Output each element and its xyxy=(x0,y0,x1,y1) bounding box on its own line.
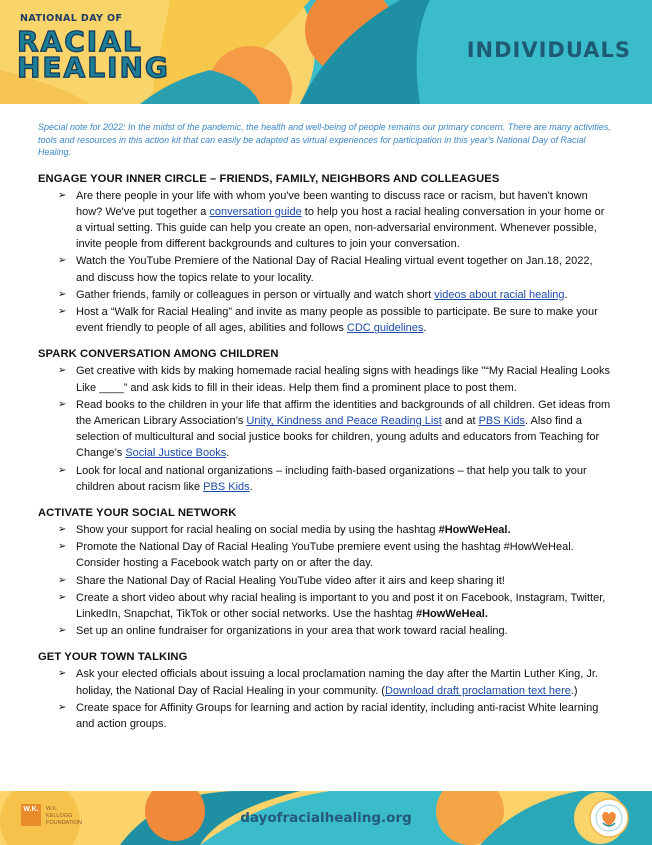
list-item: ➢ Get creative with kids by making homemade racial healing signs with headings like "“My Racial Healing Looks Like ____” and ask kids to fill in their ideas. Help them find a prominent place to post them. xyxy=(58,365,610,394)
list-item: ➢ Show your support for racial healing on social media by using the hashtag #HowWeHeal. xyxy=(38,522,613,538)
special-note: Special note for 2022: In the midst of the pandemic, the health and well-being of people remains our primary concern. There are many activities, tools and resources in this action kit that can easily be adapted as virtual experiences for participation in this year's National Day of Racial Healing. xyxy=(38,122,611,157)
list-item: ➢ Watch the YouTube Premiere of the National Day of Racial Healing virtual event together on Jan.18, 2022, and discuss how the topics relate to your locality. xyxy=(58,255,593,284)
arrow-bullet-icon: ➢ xyxy=(58,398,67,410)
arrow-bullet-icon: ➢ xyxy=(58,591,67,603)
logo-word-healing: HEALING xyxy=(17,51,170,84)
arrow-bullet-icon: ➢ xyxy=(58,574,67,586)
arrow-bullet-icon: ➢ xyxy=(58,668,67,680)
logo-tagline: NATIONAL DAY OF xyxy=(20,13,123,24)
kellogg-logo-mark: W.K. xyxy=(21,804,41,826)
list-item: ➢ Are there people in your life with whom you've been wanting to discuss race or racism, but haven't known how? We've put together a conversation guide to help you host a racial healing conversation in your home or a virtual setting. This guide can help you create an open, non-adversarial environment. Whenever possible, invite people from different backgrounds and cultures to join your conversation. xyxy=(58,189,605,251)
arrow-bullet-icon: ➢ xyxy=(58,541,67,553)
footer-url[interactable]: dayofracialhealing.org xyxy=(240,810,412,826)
arrow-bullet-icon: ➢ xyxy=(58,625,67,637)
list-item: ➢ Share the National Day of Racial Healing YouTube video after it airs and keep sharing it! xyxy=(38,573,613,589)
pbs-kids-link[interactable]: PBS Kids xyxy=(478,414,526,427)
section-list-children xyxy=(38,363,613,495)
arrow-bullet-icon: ➢ xyxy=(58,464,67,476)
list-item: ➢ Set up an online fundraiser for organizations in your area that work toward racial healing. xyxy=(38,623,613,639)
main-content xyxy=(38,121,613,744)
arrow-bullet-icon: ➢ xyxy=(58,288,67,300)
section-heading-children: SPARK CONVERSATION AMONG CHILDREN xyxy=(38,348,279,361)
arrow-bullet-icon: ➢ xyxy=(58,305,67,317)
section-list-town xyxy=(38,666,613,732)
arrow-bullet-icon: ➢ xyxy=(58,189,67,201)
pbs-kids-link-2[interactable]: PBS Kids xyxy=(203,480,250,493)
proclamation-download-link[interactable]: Download draft proclamation text here xyxy=(384,684,571,697)
ndorh-badge-icon xyxy=(588,797,630,839)
list-item: ➢ Promote the National Day of Racial Healing YouTube premiere event using the hashtag #HowWeHeal. Consider hosting a Facebook watch party on or after the day. xyxy=(58,541,574,570)
arrow-bullet-icon: ➢ xyxy=(58,365,67,377)
list-item: ➢ Create space for Affinity Groups for learning and action by racial identity, including anti-racist White learning and action groups. xyxy=(58,701,599,730)
section-list-social xyxy=(38,522,613,639)
list-item: ➢ Host a “Walk for Racial Healing” and invite as many people as possible to participate. Be sure to make your event friendly to people of all ages, abilities and follows CDC guidelines. xyxy=(58,305,598,335)
cdc-guidelines-link[interactable]: CDC guidelines xyxy=(346,322,424,335)
section-list-inner-circle xyxy=(38,188,613,337)
social-justice-books-link[interactable]: Social Justice Books xyxy=(125,447,227,460)
page-title: INDIVIDUALS xyxy=(466,38,631,62)
reading-list-link[interactable]: Unity, Kindness and Peace Reading List xyxy=(246,414,442,427)
section-heading-social: ACTIVATE YOUR SOCIAL NETWORK xyxy=(38,506,237,519)
list-item: ➢ Create a short video about why racial healing is important to you and post it on Facebook, Instagram, Twitter, LinkedIn, Snapchat, TikTok or other social networks. Use the hashtag #HowWeHeal. xyxy=(58,591,606,620)
section-heading-inner-circle: ENGAGE YOUR INNER CIRCLE – FRIENDS, FAMILY, NEIGHBORS AND COLLEAGUES xyxy=(38,172,500,185)
arrow-bullet-icon: ➢ xyxy=(58,523,67,535)
conversation-guide-link[interactable]: conversation guide xyxy=(209,205,302,218)
list-item: ➢ Gather friends, family or colleagues in person or virtually and watch short videos about racial healing. xyxy=(38,287,613,303)
list-item: ➢ Ask your elected officials about issuing a local proclamation naming the day after the Martin Luther King, Jr. holiday, the National Day of Racial Healing in your community. (Download draft proclamation text here.) xyxy=(58,668,598,697)
logo-word-racial: RACIAL xyxy=(17,25,143,58)
arrow-bullet-icon: ➢ xyxy=(58,701,67,713)
kellogg-logo-text: W.K. KELLOGG FOUNDATION xyxy=(46,806,82,826)
list-item: ➢ Look for local and national organizations – including faith-based organizations – that help you talk to your children about racism like PBS Kids. xyxy=(58,464,587,493)
list-item: ➢ Read books to the children in your life that affirm the identities and backgrounds of all children. Get ideas from the American Library Association’s Unity, Kindness and Peace Reading List and at PBS Kids. Also find a selection of multicultural and social justice books for children, young adults and educators from Teaching for Change’s Social Justice Books. xyxy=(58,398,611,460)
racial-healing-videos-link[interactable]: videos about racial healing xyxy=(434,288,565,301)
arrow-bullet-icon: ➢ xyxy=(58,255,67,267)
section-heading-town: GET YOUR TOWN TALKING xyxy=(38,651,188,664)
